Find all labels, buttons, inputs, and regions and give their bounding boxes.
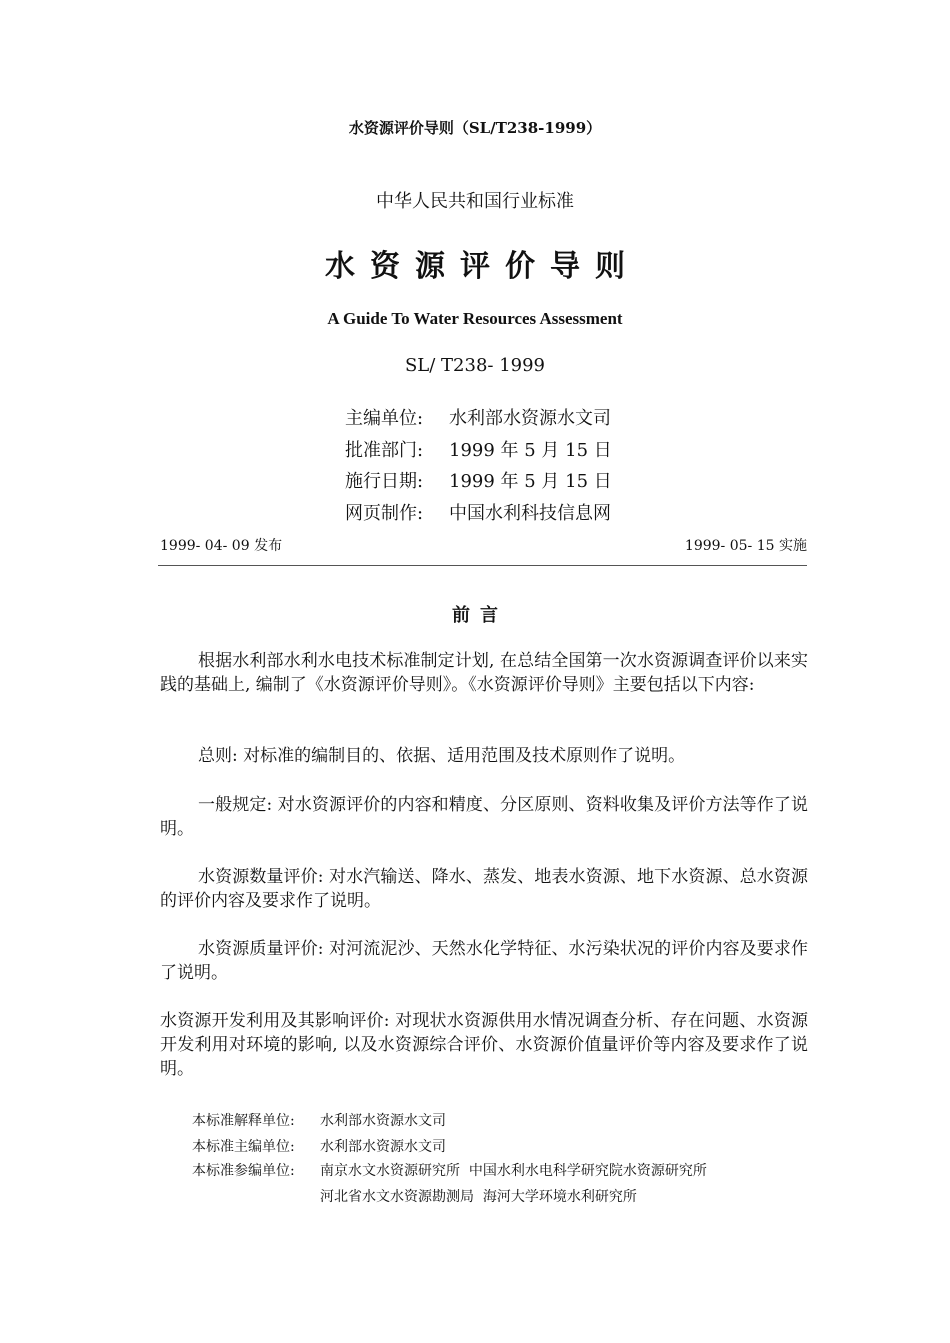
meta-value: 中国水利科技信息网	[449, 503, 611, 524]
meta-label: 主编单位:	[345, 408, 424, 429]
preface-paragraph: 根据水利部水利水电技术标准制定计划, 在总结全国第一次水资源调查评价以来实践的基础上, 编制了《水资源评价导则》。《水资源评价导则》主要包括以下内容:	[160, 651, 808, 695]
credit-label: 本标准主编单位:	[192, 1139, 295, 1155]
meta-label: 网页制作:	[345, 503, 424, 524]
credit-row	[192, 1160, 707, 1180]
meta-value: 1999 年 5 月 15 日	[449, 440, 612, 461]
publish-date: 1999- 04- 09 发布	[160, 538, 283, 554]
credit-label: 本标准解释单位:	[192, 1113, 295, 1129]
credit-value: 水利部水资源水文司	[320, 1139, 446, 1155]
document-header: 水资源评价导则（SL/T238-1999）	[348, 119, 602, 137]
meta-row-approval	[345, 436, 612, 462]
credit-row-continued	[320, 1186, 637, 1206]
main-title: 水资源评价导则	[325, 249, 640, 284]
preface-paragraph: 水资源质量评价: 对河流泥沙、天然水化学特征、水污染状况的评价内容及要求作了说明。	[160, 939, 808, 983]
credit-value: 南京水文水资源研究所 中国水利水电科学研究院水资源研究所	[320, 1163, 707, 1179]
preface-paragraph: 一般规定: 对水资源评价的内容和精度、分区原则、资料收集及评价方法等作了说明。	[160, 795, 808, 839]
meta-value: 水利部水资源水文司	[449, 408, 611, 429]
meta-value: 1999 年 5 月 15 日	[449, 471, 612, 492]
standard-code: SL/ T238- 1999	[404, 355, 546, 376]
industry-standard-label: 中华人民共和国行业标准	[376, 191, 574, 212]
credit-value: 河北省水文水资源勘测局 海河大学环境水利研究所	[320, 1189, 637, 1205]
credit-row	[192, 1110, 446, 1130]
meta-label: 批准部门:	[345, 440, 424, 461]
meta-row-webpage	[345, 499, 611, 525]
credit-value: 水利部水资源水文司	[320, 1113, 446, 1129]
divider	[158, 565, 807, 566]
preface-paragraph: 水资源数量评价: 对水汽输送、降水、蒸发、地表水资源、地下水资源、总水资源的评价内容及要求作了说明。	[160, 867, 808, 911]
preface-paragraph: 总则: 对标准的编制目的、依据、适用范围及技术原则作了说明。	[198, 746, 686, 766]
meta-row-effective	[345, 467, 612, 493]
credit-row	[192, 1136, 446, 1156]
credit-label: 本标准参编单位:	[192, 1163, 295, 1179]
meta-label: 施行日期:	[345, 471, 424, 492]
english-title: A Guide To Water Resources Assessment	[327, 309, 623, 328]
effective-date: 1999- 05- 15 实施	[684, 538, 807, 554]
preface-paragraph: 水资源开发利用及其影响评价: 对现状水资源供用水情况调查分析、存在问题、水资源开发利用对环境的影响, 以及水资源综合评价、水资源价值量评价等内容及要求作了说明。	[160, 1011, 808, 1079]
meta-row-editor	[345, 404, 611, 430]
preface-title: 前言	[452, 605, 508, 626]
